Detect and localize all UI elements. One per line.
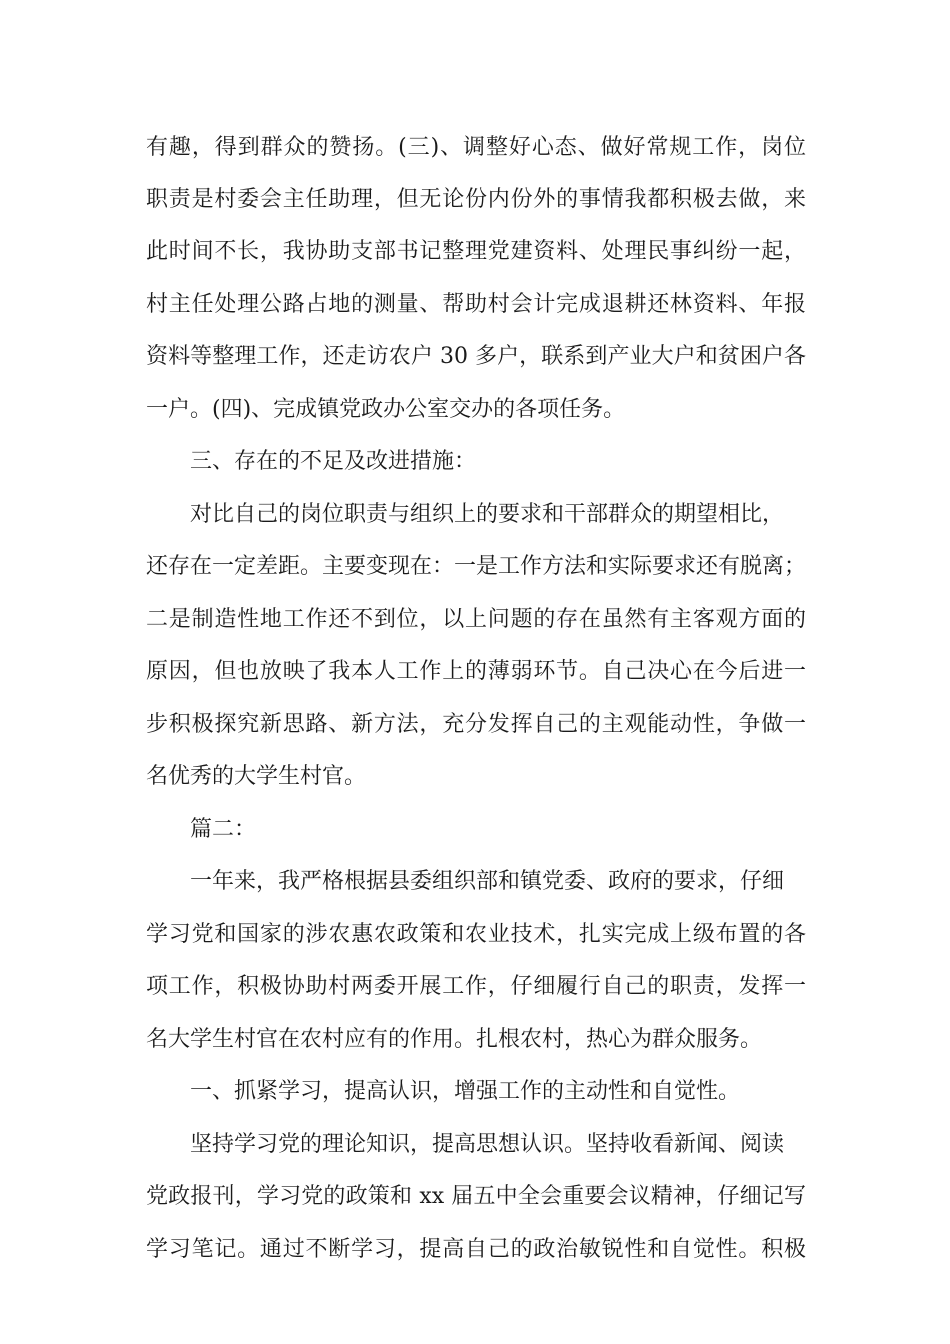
text-line: 名优秀的大学生村官。 bbox=[146, 764, 367, 789]
text-line: 原因，但也放映了我本人工作上的薄弱环节。自己决心在今后进一 bbox=[146, 659, 806, 684]
text-line: 对比自己的岗位职责与组织上的要求和干部群众的期望相比， bbox=[190, 502, 785, 527]
text-line: 坚持学习党的理论知识，提高思想认识。坚持收看新闻、阅读 bbox=[190, 1132, 785, 1157]
text-line: 资料等整理工作，还走访农户 30 多户，联系到产业大户和贫困户各 bbox=[146, 344, 806, 369]
text-line: 步积极探究新思路、新方法，充分发挥自己的主观能动性，争做一 bbox=[146, 712, 806, 737]
text-line: 一户。(四)、完成镇党政办公室交办的各项任务。 bbox=[146, 397, 626, 422]
text-line: 有趣，得到群众的赞扬。(三)、调整好心态、做好常规工作，岗位 bbox=[146, 135, 806, 160]
text-line: 职责是村委会主任助理，但无论份内份外的事情我都积极去做，来 bbox=[146, 187, 806, 212]
text-line: 名大学生村官在农村应有的作用。扎根农村，热心为群众服务。 bbox=[146, 1027, 763, 1052]
text-line: 学习党和国家的涉农惠农政策和农业技术，扎实完成上级布置的各 bbox=[146, 922, 806, 947]
section-heading: 三、存在的不足及改进措施： bbox=[190, 449, 477, 474]
section-heading: 篇二： bbox=[190, 817, 257, 842]
text-line: 还存在一定差距。主要变现在：一是工作方法和实际要求还有脱离； bbox=[146, 554, 807, 579]
text-line: 二是制造性地工作还不到位，以上问题的存在虽然有主客观方面的 bbox=[146, 607, 806, 632]
text-line: 党政报刊，学习党的政策和 xx 届五中全会重要会议精神，仔细记写 bbox=[146, 1184, 806, 1209]
text-line: 项工作，积极协助村两委开展工作，仔细履行自己的职责，发挥一 bbox=[146, 974, 806, 999]
section-heading: 一、抓紧学习，提高认识，增强工作的主动性和自觉性。 bbox=[190, 1079, 741, 1104]
text-line: 学习笔记。通过不断学习，提高自己的政治敏锐性和自觉性。积极 bbox=[146, 1237, 806, 1262]
text-line: 村主任处理公路占地的测量、帮助村会计完成退耕还林资料、年报 bbox=[146, 292, 806, 317]
text-line: 一年来，我严格根据县委组织部和镇党委、政府的要求，仔细 bbox=[190, 869, 785, 894]
text-line: 此时间不长，我协助支部书记整理党建资料、处理民事纠纷一起， bbox=[146, 239, 806, 264]
